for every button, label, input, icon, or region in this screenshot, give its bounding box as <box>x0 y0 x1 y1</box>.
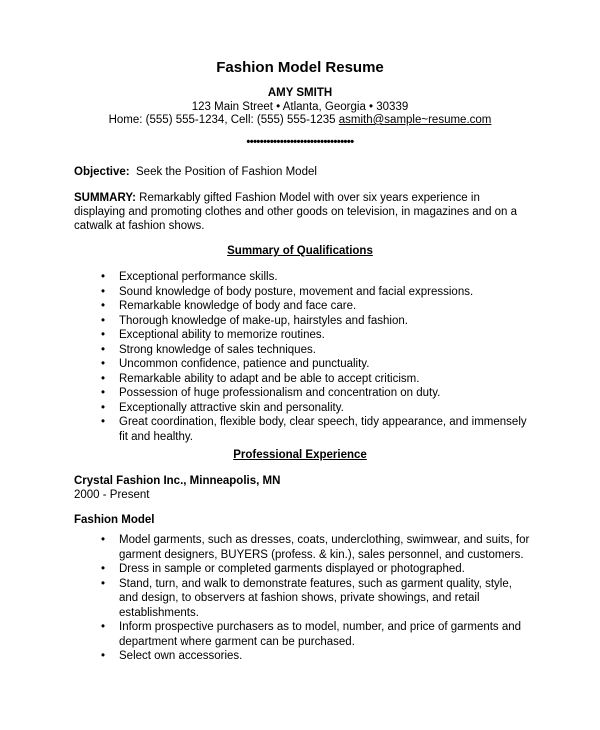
duties-list <box>74 533 534 664</box>
list-item: • Uncommon confidence, patience and punctuality. <box>74 357 534 372</box>
objective-text: Seek the Position of Fashion Model <box>136 166 317 178</box>
list-item: • Exceptionally attractive skin and personality. <box>74 401 534 416</box>
summary-text: Remarkably gifted Fashion Model with over six years experience in displaying and promoting clothes and other goods on television, in magazines and on a catwalk at fashion shows. <box>74 192 518 232</box>
summary-label: SUMMARY: <box>74 192 136 204</box>
objective-section <box>74 165 534 179</box>
candidate-name: AMY SMITH <box>267 87 333 99</box>
experience-heading: Professional Experience <box>233 449 367 461</box>
objective-label: Objective: <box>74 166 130 178</box>
company-name: Crystal Fashion Inc., Minneapolis, MN <box>74 475 281 487</box>
list-item: • Great coordination, flexible body, clear speech, tidy appearance, and immensely fit and healthy. <box>74 415 534 444</box>
contact-line <box>0 114 600 126</box>
list-item: • Possession of huge professionalism and concentration on duty. <box>74 386 534 401</box>
list-item: • Strong knowledge of sales techniques. <box>74 343 534 358</box>
email-link[interactable]: asmith@sample~resume.com <box>338 114 492 126</box>
list-item: • Sound knowledge of body posture, movement and facial expressions. <box>74 285 534 300</box>
list-item: • Exceptional performance skills. <box>74 270 534 285</box>
summary-section <box>74 191 534 233</box>
list-item: • Inform prospective purchasers as to model, number, and price of garments and department where garment can be purchased. <box>74 620 534 649</box>
job-title: Fashion Model <box>74 514 155 526</box>
list-item: • Model garments, such as dresses, coats, underclothing, swimwear, and suits, for garment designers, BUYERS (profess. & kin.), sales personnel, and customers. <box>74 533 534 562</box>
list-item: • Dress in sample or completed garments displayed or photographed. <box>74 562 534 577</box>
list-item: • Stand, turn, and walk to demonstrate features, such as garment quality, style, and design, to observers at fashion shows, private showings, and retail establishments. <box>74 577 534 621</box>
address-line: 123 Main Street • Atlanta, Georgia • 30339 <box>191 101 409 113</box>
list-item: • Remarkable knowledge of body and face care. <box>74 299 534 314</box>
phone-numbers: Home: (555) 555-1234, Cell: (555) 555-1235 <box>108 114 336 126</box>
header-divider: •••••••••••••••••••••••••••••••• <box>246 136 354 148</box>
list-item: • Exceptional ability to memorize routines. <box>74 328 534 343</box>
list-item: • Select own accessories. <box>74 649 534 664</box>
employment-dates: 2000 - Present <box>74 489 150 501</box>
list-item: • Remarkable ability to adapt and be able to accept criticism. <box>74 372 534 387</box>
qualifications-list <box>74 270 534 444</box>
resume-title: Fashion Model Resume <box>216 59 384 76</box>
list-item: • Thorough knowledge of make-up, hairstyles and fashion. <box>74 314 534 329</box>
qualifications-heading: Summary of Qualifications <box>227 245 373 257</box>
